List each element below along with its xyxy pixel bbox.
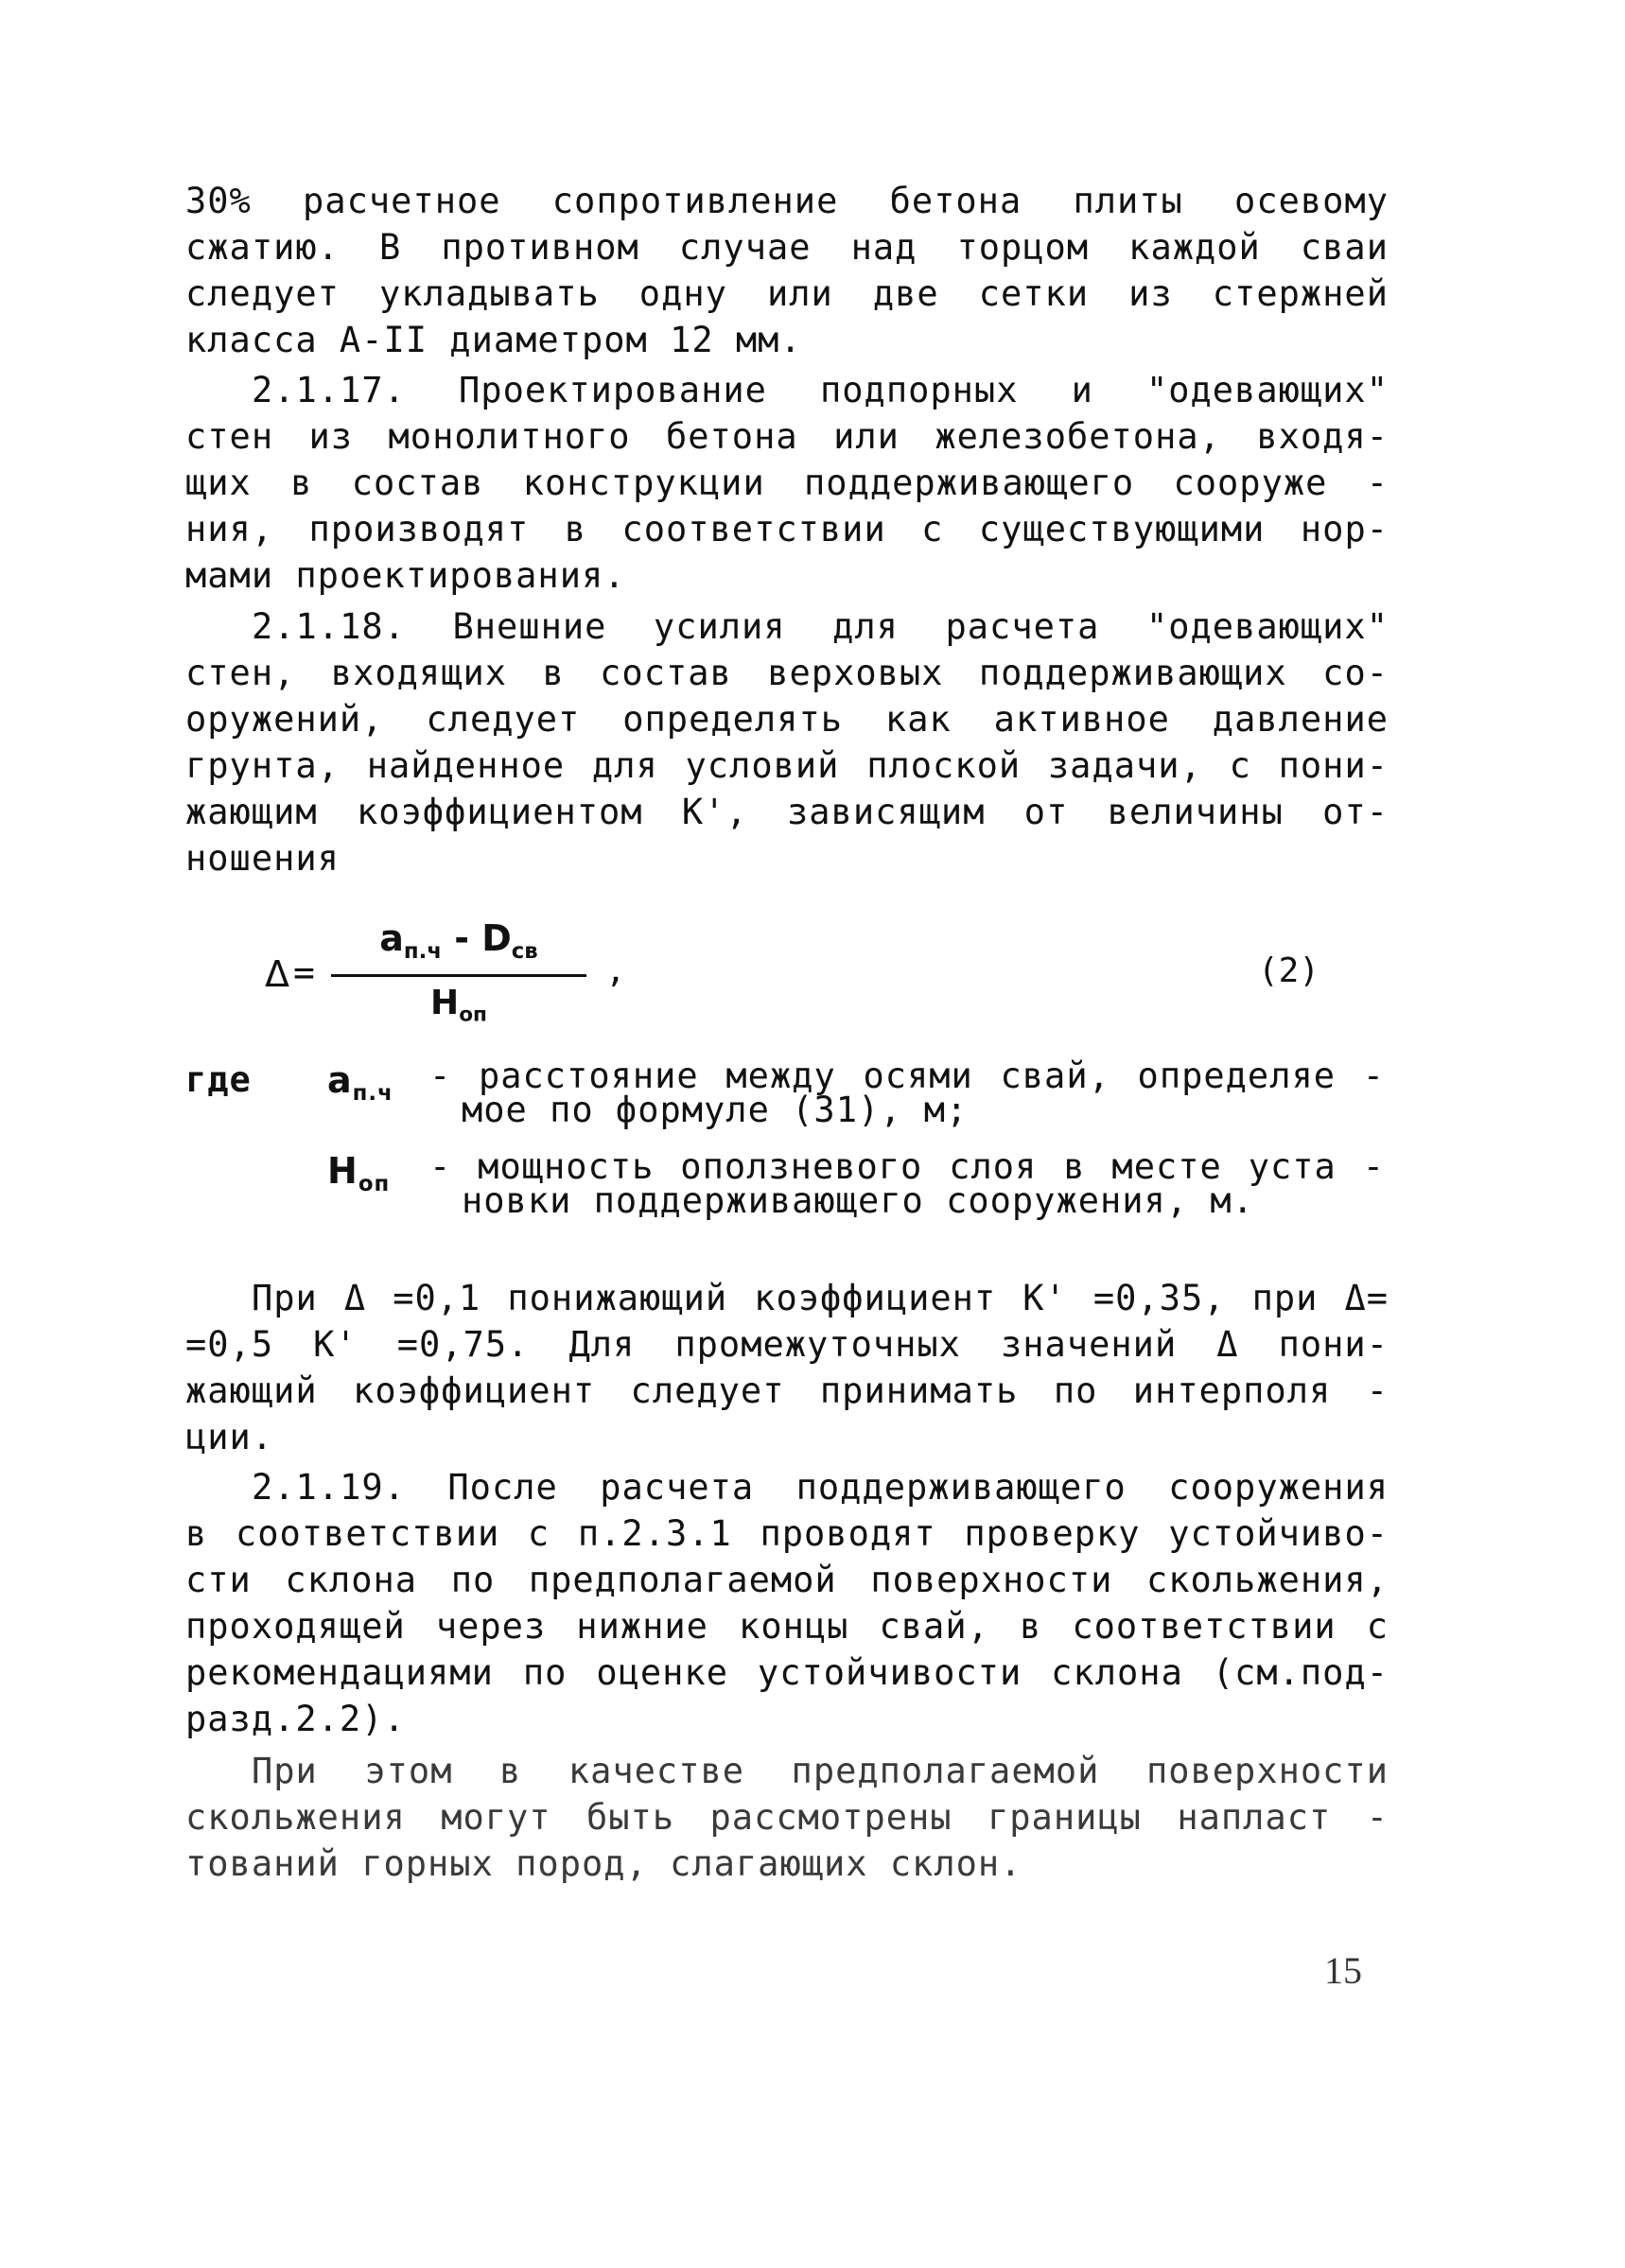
text-line: проходящей через нижние концы свай, в соответствии с: [185, 1606, 1389, 1647]
text-line: жающим коэффициентом K', зависящим от величины от-: [185, 792, 1389, 832]
formula-comma: ,: [605, 951, 626, 990]
paragraph-2: [185, 367, 1389, 599]
symbol-a: a: [379, 917, 404, 959]
text-line: жающий коэффициент следует принимать по интерполя -: [185, 1370, 1389, 1411]
definition-text: [429, 1055, 1385, 1130]
text-line: следует укладывать одну или две сетки из стержней: [185, 273, 1389, 314]
text-line: мое по формуле (31), м;: [462, 1090, 969, 1130]
paragraph-4: [185, 1275, 1389, 1460]
symbol-h: H: [327, 1150, 358, 1192]
paragraph-1: [185, 178, 1389, 363]
text-line: оружений, следует определять как активное давление: [185, 699, 1389, 740]
symbol-h: H: [430, 984, 460, 1022]
symbol-d-subscript: св: [511, 938, 538, 964]
formula-numerator: [331, 917, 586, 964]
definition-symbol: [327, 1059, 412, 1106]
formula-denominator: [331, 984, 586, 1027]
text-line: рекомендациями по оценке устойчивости склона (см.под-: [185, 1652, 1389, 1693]
text-line: ния, производят в соответствии с существующими нор-: [185, 509, 1389, 550]
paragraph-6: [185, 1748, 1389, 1887]
where-label: где: [185, 1059, 252, 1100]
text-line: стен из монолитного бетона или железобетона, входя-: [185, 416, 1389, 457]
text-line: разд.2.2).: [185, 1699, 406, 1739]
text-line: скольжения могут быть рассмотрены границы напласт -: [185, 1797, 1389, 1838]
definition-symbol: [327, 1150, 412, 1196]
symbol-a-subscript: п.ч: [352, 1080, 393, 1106]
minus-sign: -: [441, 917, 482, 959]
fraction-bar: [331, 974, 586, 977]
text-line: 2.1.19. После расчета поддерживающего сооружения: [252, 1467, 1389, 1508]
text-line: в соответствии с п.2.3.1 проводят проверку устойчиво-: [185, 1513, 1389, 1554]
definition-text: [429, 1146, 1385, 1221]
paragraph-3: [185, 603, 1389, 881]
text-line: При этом в качестве предполагаемой поверхности: [252, 1751, 1389, 1791]
formula-lhs: Δ: [265, 953, 289, 995]
symbol-d: D: [481, 917, 512, 959]
text-line: сти склона по предполагаемой поверхности скольжения,: [185, 1560, 1389, 1600]
text-line: ношения: [185, 838, 340, 879]
formula-2: [265, 917, 1400, 1031]
text-line: класса А-II диаметром 12 мм.: [185, 320, 802, 360]
symbol-h-subscript: оп: [459, 1003, 487, 1027]
paragraph-5: [185, 1464, 1389, 1742]
text-line: ции.: [185, 1417, 274, 1457]
text-line: тований горных пород, слагающих склон.: [185, 1843, 1022, 1884]
text-line: =0,5 K' =0,75. Для промежуточных значений Δ пони-: [185, 1324, 1389, 1365]
formula-equals: =: [293, 951, 315, 993]
text-line: мами проектирования.: [185, 555, 626, 596]
text-line: новки поддерживающего сооружения, м.: [462, 1180, 1254, 1221]
text-line: сжатию. В противном случае над торцом каждой сваи: [185, 227, 1389, 268]
text-line: 2.1.17. Проектирование подпорных и "одевающих": [252, 370, 1389, 410]
symbol-h-subscript: оп: [358, 1171, 391, 1196]
text-line: 30% расчетное сопротивление бетона плиты осевому: [185, 181, 1389, 221]
text-line: - расстояние между осями свай, определяе -: [429, 1055, 1385, 1096]
text-line: 2.1.18. Внешние усилия для расчета "одевающих": [252, 606, 1389, 647]
page-number: 15: [1324, 1949, 1362, 1992]
text-line: грунта, найденное для условий плоской задачи, с пони-: [185, 745, 1389, 786]
text-line: - мощность оползневого слоя в месте уста -: [429, 1146, 1385, 1187]
symbol-a-subscript: п.ч: [403, 938, 442, 964]
text-line: При Δ =0,1 понижающий коэффициент K' =0,35, при Δ=: [252, 1278, 1389, 1318]
equation-number: (2): [1258, 951, 1320, 990]
text-line: щих в состав конструкции поддерживающего сооруже -: [185, 462, 1389, 503]
symbol-a: a: [327, 1059, 353, 1101]
text-line: стен, входящих в состав верховых поддерживающих со-: [185, 653, 1389, 693]
